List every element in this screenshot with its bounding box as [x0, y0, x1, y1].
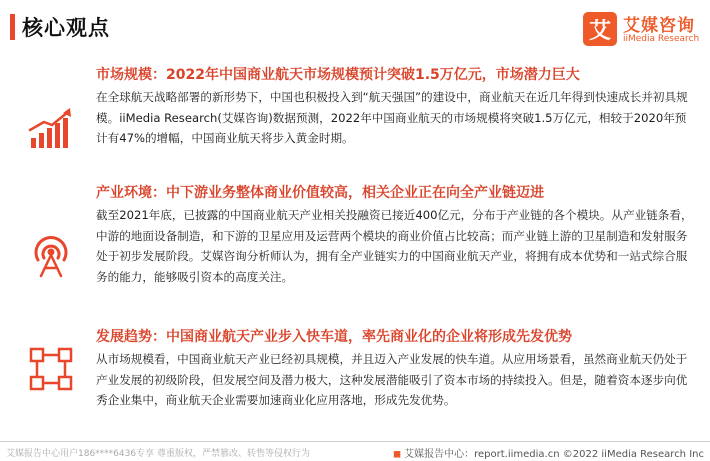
broadcast-antenna-icon: [26, 230, 76, 280]
growth-chart-icon: [26, 104, 76, 154]
section-body: 从市场规模看，中国商业航天产业已经初具规模，并且迈入产业发展的快车道。从应用场景看，虽然商业航天仍处于产业发展的初级阶段，但发展空间及潜力极大，这种发展潜能吸引了资本市场的持续投入。但是，随着资本逐步向优秀企业集中，商业航天企业需要加速商业化应用落地，形成先发优势。: [96, 352, 688, 407]
footer-source: [393, 445, 704, 460]
brand-logo: [583, 8, 705, 50]
section-heading: 发展趋势：中国商业航天产业步入快车道，率先商业化的企业将形成先发优势: [96, 329, 572, 345]
title-accent-bar: [10, 14, 15, 40]
process-flow-icon: [26, 344, 76, 394]
section-industry-environment: [0, 182, 710, 307]
section-heading: 产业环境：中下游业务整体商业价值较高，相关企业正在向全产业链迈进: [96, 185, 544, 201]
section-development-trend: [0, 326, 710, 426]
logo-name-en: iiMedia Research: [623, 34, 700, 44]
page-title: 核心观点: [22, 16, 110, 40]
footer-divider: [0, 441, 710, 442]
footer-copyright-notice: 艾媒报告中心用户186****6436专享 尊重版权，严禁篡改、转售等侵权行为: [6, 449, 310, 459]
logo-name-cn: 艾媒咨询: [623, 16, 695, 36]
logo-mark: 艾: [583, 12, 617, 46]
section-market-size: [0, 64, 710, 164]
section-body: 截至2021年底，已披露的中国商业航天产业相关投融资已接近400亿元，分布于产业链的各个模块。从产业链条看，中游的地面设备制造，和下游的卫星应用及运营两个模块的商业价值占比较高；而产业链上游的卫星制造和发射服务处于初步发展阶段。艾媒咨询分析师认为，拥有全产业链实力的中国商业航天产业，将拥有成本优势和一站式综合服务的能力，能够吸引资本的高度关注。: [96, 208, 693, 284]
section-heading: 市场规模：2022年中国商业航天市场规模预计突破1.5万亿元，市场潜力巨大: [96, 67, 580, 83]
footer-source-text: 艾媒报告中心：report.iimedia.cn ©2022 iiMedia Research Inc: [404, 449, 704, 460]
brand-mini-icon: ◼: [392, 449, 402, 460]
section-body: 在全球航天战略部署的新形势下，中国也积极投入到“航天强国”的建设中，商业航天在近几年得到快速成长并初具规模。iiMedia Research(艾媒咨询)数据预测，2022年中国商业航天的市场规模将突破1.5万亿元，相较于2020年预计有47%的增幅，中国商业航天将步入黄金时期。: [96, 90, 688, 145]
